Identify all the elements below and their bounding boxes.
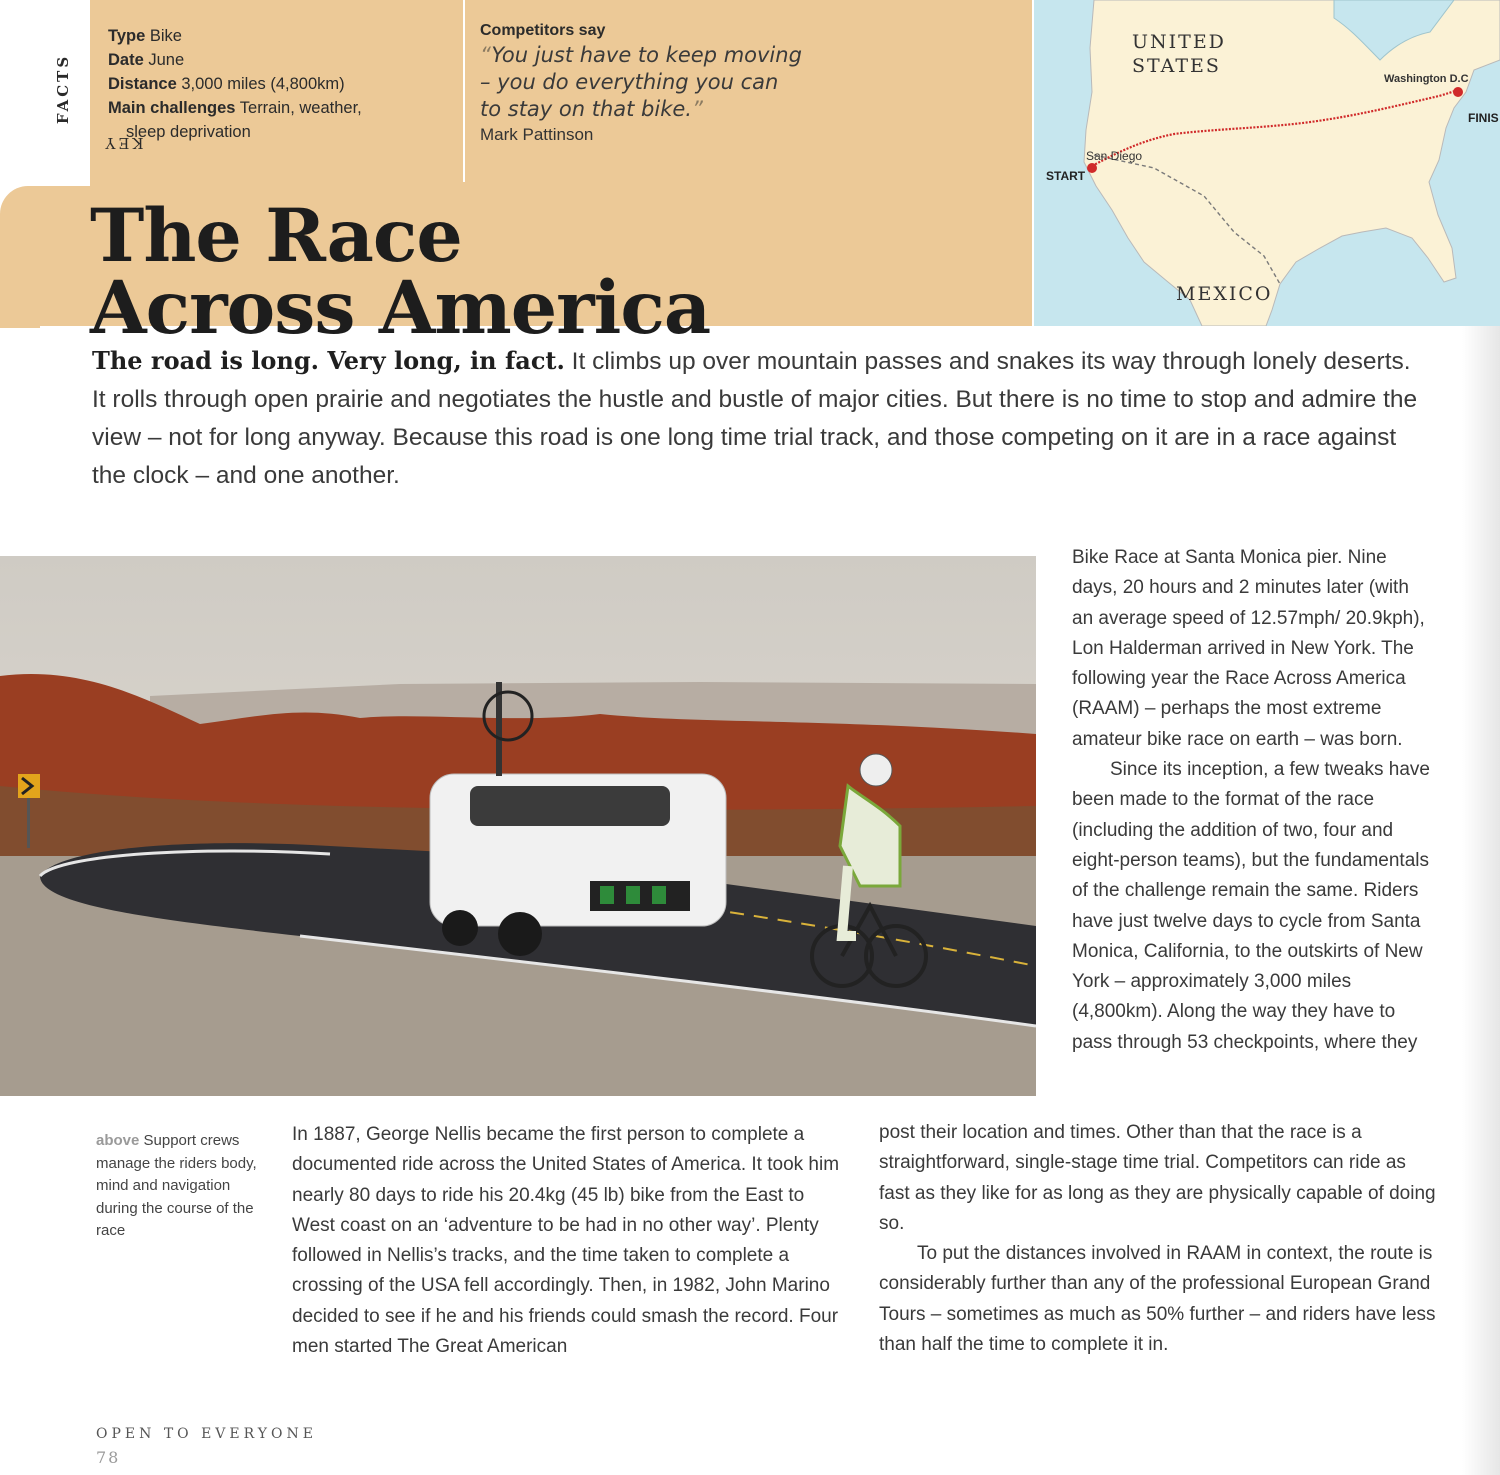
key-facts-list — [108, 24, 453, 144]
page-gutter-shadow — [1462, 326, 1500, 1475]
intro-paragraph — [92, 342, 1422, 495]
quote-line-1: You just have to keep moving — [491, 43, 802, 67]
map-start-marker — [1087, 163, 1097, 173]
intro-lead: The road is long. Very long, in fact. — [92, 346, 565, 375]
fact-challenges-key: Main challenges — [108, 99, 236, 117]
caption-tag: above — [96, 1132, 140, 1149]
fact-challenges-value: Terrain, weather, — [239, 99, 362, 117]
map-label-washington: Washington D.C — [1384, 73, 1469, 85]
title-line-1: The Race — [90, 193, 462, 279]
close-quote-mark: ” — [691, 97, 703, 121]
fact-distance-value: 3,000 miles (4,800km) — [181, 75, 345, 93]
map-finish-marker — [1453, 87, 1463, 97]
fact-distance-key: Distance — [108, 75, 177, 93]
competitors-quote-box — [480, 22, 810, 145]
fact-date-value: June — [148, 51, 185, 69]
panel-corner — [0, 186, 40, 328]
body-column-left — [292, 1120, 852, 1362]
fact-date-key: Date — [108, 51, 144, 69]
competitor-quote — [480, 42, 810, 123]
fact-challenges-value-2: sleep deprivation — [126, 123, 251, 141]
key-facts-word-key: KEY — [102, 134, 144, 152]
map-label-us-2: STATES — [1132, 55, 1221, 77]
race-photo-illustration — [0, 556, 1036, 1096]
fact-type-key: Type — [108, 27, 146, 45]
map-label-us-1: UNITED — [1132, 31, 1226, 53]
body-column-right-top — [1072, 543, 1432, 1058]
competitors-heading: Competitors say — [480, 22, 606, 39]
caption-text: Support crews manage the riders body, mind and navigation during the course of the race — [96, 1132, 257, 1240]
page-title — [90, 193, 850, 351]
page-number: 78 — [96, 1448, 121, 1467]
intro-text: It climbs up over mountain passes and snakes its way through lonely deserts. It rolls through open prairie and negotiates the hustle and bustle of major cities. But there is no time to stop and admire the view – not for long anyway. Because this road is one long time trial track, and those competing on it are in a race against the clock – and one another. — [92, 348, 1418, 489]
body-column-right-bottom — [879, 1118, 1439, 1360]
route-map — [1034, 0, 1500, 326]
race-photo — [0, 556, 1036, 1096]
facts-divider — [463, 0, 465, 182]
map-label-mexico: MEXICO — [1176, 283, 1273, 305]
quote-line-3: to stay on that bike. — [480, 97, 692, 121]
map-label-san-diego: San Diego — [1086, 149, 1143, 163]
body-paragraph-halderman: Bike Race at Santa Monica pier. Nine days, 20 hours and 2 minutes later (with an average speed of 12.57mph/ 20.9kph), Lon Halderman arrived in New York. The following year the Race Across America (RAAM) – perhaps the most extreme amateur bike race on earth – was born. — [1072, 547, 1425, 750]
section-footer: OPEN TO EVERYONE — [96, 1426, 317, 1442]
quote-line-2: – you do everything you can — [480, 70, 779, 94]
photo-caption — [96, 1130, 266, 1243]
body-paragraph-inception: Since its inception, a few tweaks have been made to the format of the race (including the addition of two, four and eight-person teams), but the fundamentals of the challenge remain the same. Riders have just twelve days to cycle from Santa Monica, California, to the outskirts of New York – approximately 3,000 miles (4,800km). Along the way they have to pass through 53 checkpoints, where they — [1072, 759, 1431, 1053]
map-label-finish: FINIS — [1468, 111, 1499, 125]
key-facts-word-facts: FACTS — [54, 53, 72, 125]
body-paragraph-checkpoints: post their location and times. Other than that the race is a straightforward, single-stage time trial. Competitors can ride as fast as they like for as long as they are physically capable of doing so. — [879, 1122, 1436, 1234]
map-label-start: START — [1046, 169, 1086, 183]
body-paragraph-context: To put the distances involved in RAAM in context, the route is considerably further than any of the professional European Grand Tours – sometimes as much as 50% further – and riders have less than half the time to complete it in. — [879, 1243, 1436, 1356]
route-map-graphic — [1034, 0, 1500, 326]
title-line-2: Across America — [90, 265, 711, 351]
open-quote-mark: “ — [480, 43, 492, 67]
fact-type-value: Bike — [149, 27, 182, 45]
quote-attribution: Mark Pattinson — [480, 125, 594, 144]
body-paragraph-nellis: In 1887, George Nellis became the first person to complete a documented ride across the United States of America. It took him nearly 80 days to ride his 20.4kg (45 lb) bike from the East to West coast on an ‘adventure to be had in no other way’. Plenty followed in Nellis’s tracks, and the time taken to complete a crossing of the USA fell accordingly. Then, in 1982, John Marino decided to see if he and his friends could smash the record. Four men started The Great American — [292, 1124, 840, 1358]
